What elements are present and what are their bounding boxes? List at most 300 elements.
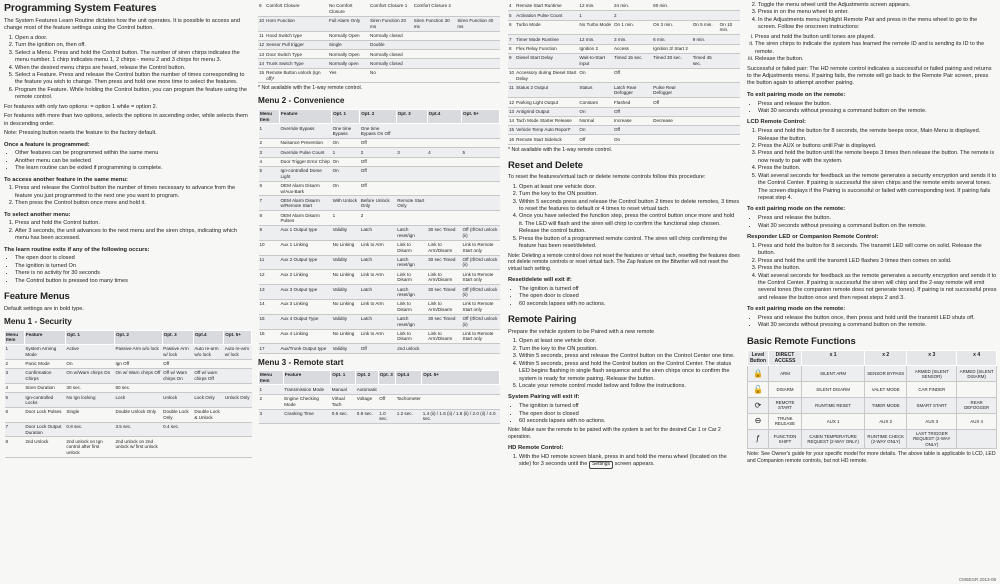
column-2 xyxy=(258,2,500,582)
table-cell: Auto re-arm w/o lock xyxy=(193,344,223,359)
table-row xyxy=(259,409,500,424)
table-header-cell: Opt. 3 xyxy=(396,110,427,124)
table-cell: 5 xyxy=(462,148,500,157)
hd-substeps xyxy=(747,34,997,64)
table-cell xyxy=(162,383,193,392)
table-cell xyxy=(413,68,457,83)
table-cell: Latch xyxy=(360,255,396,270)
table-cell xyxy=(427,157,461,166)
table-cell xyxy=(719,68,740,83)
table-row xyxy=(508,35,740,44)
table-cell: Aux 3 Output type xyxy=(279,285,331,300)
table-cell: Remote Start Only xyxy=(396,196,427,211)
table-cell: On xyxy=(613,135,652,144)
table-cell: Off xyxy=(162,359,193,368)
table-cell: 2 xyxy=(360,148,396,157)
list-item: 2. Turn the key to the ON position. xyxy=(519,346,740,353)
table-cell: 13 xyxy=(259,285,280,300)
table-cell: Passive Arm w/o lock xyxy=(114,344,162,359)
table-cell: Siren Function 40 ms xyxy=(456,16,500,31)
table-cell: Override Pulse Count xyxy=(279,148,331,157)
table-row xyxy=(508,53,740,68)
table-cell: Yes xyxy=(328,68,369,83)
table-cell: On 5 min. xyxy=(692,20,719,35)
table-cell: 9 xyxy=(258,2,265,16)
table-cell: Off xyxy=(578,135,613,144)
table-cell xyxy=(193,383,223,392)
column-4 xyxy=(747,2,997,582)
list-item: • There is no activity for 30 seconds xyxy=(15,270,252,277)
table-cell xyxy=(719,135,740,144)
table-cell xyxy=(413,31,457,40)
table-cell: Virtual Tach xyxy=(331,394,356,409)
table-cell: 0.8 sec. xyxy=(356,409,378,424)
once-programmed-heading: Once a feature is programmed: xyxy=(4,141,90,148)
table-cell xyxy=(396,211,427,226)
table-header-cell: Opt. 1 xyxy=(332,110,360,124)
table-row xyxy=(508,83,740,98)
table-cell: 12 xyxy=(259,270,280,285)
pairing-exit-list xyxy=(508,403,740,425)
table-cell: AUX 1 xyxy=(801,413,864,429)
table-cell: 17 xyxy=(259,344,280,353)
table-cell: 30 sec Timed xyxy=(427,226,461,241)
table-cell: Access xyxy=(613,44,652,53)
table-cell: Comfort Closure xyxy=(265,2,328,16)
pairing-exit-heading: System Pairing will exit if: xyxy=(508,394,580,401)
table-cell: Off (If/Ord unlock (ii) xyxy=(462,255,500,270)
table-cell xyxy=(462,166,500,181)
table-row xyxy=(259,299,500,314)
table-cell: 12 xyxy=(258,40,265,49)
table-cell xyxy=(692,83,719,98)
list-item: 2. After 3 seconds, the unit advances to the next menu and the siren chirps, indicating which menu has been accessed. xyxy=(15,228,252,243)
list-item: • Other features can be programmed within the same menu xyxy=(15,150,252,157)
table-cell: Manual xyxy=(331,385,356,394)
table-cell: 12 xyxy=(508,98,515,107)
table-row xyxy=(259,226,500,241)
table-cell: Flex Relay Function xyxy=(515,44,578,53)
document-code: CM5EGR 2013-08 xyxy=(958,577,996,582)
table-cell: Door Lock Pulses xyxy=(24,407,65,422)
table-row xyxy=(508,11,740,20)
table-cell xyxy=(427,196,461,211)
table-cell: Parking Light Output xyxy=(515,98,578,107)
table-cell xyxy=(396,157,427,166)
table-cell: 6 min. xyxy=(652,35,692,44)
table-cell: Siren Function 20 ms xyxy=(369,16,413,31)
table-cell: Remote Start Runtime xyxy=(515,2,578,11)
table-cell: No Turbo Mode xyxy=(578,20,613,35)
list-item: 5. Select a Feature. Press and release the Control button the number of times corresponding to the feature you wish to change. Then press and hold one more time to select the features. xyxy=(15,72,252,87)
table-cell: 13 xyxy=(508,107,515,116)
reset-exit-list xyxy=(508,286,740,308)
table-header-cell: Opt. 5+ xyxy=(224,330,252,344)
menu2-title: Menu 2 - Convenience xyxy=(258,96,345,106)
table-cell xyxy=(396,124,427,139)
table-cell: Aux 2 Linking xyxy=(279,270,331,285)
table-header-cell: Opt. 3 xyxy=(378,371,396,385)
two-options-text: For features with only two options: = option 1 while = option 2. xyxy=(4,103,158,110)
table-row xyxy=(259,166,500,181)
exit-pair2-heading: To exit pairing mode on the remote: xyxy=(747,206,846,213)
lcd-steps xyxy=(747,128,997,202)
table-header-cell: Level Button xyxy=(748,351,769,366)
table-cell: 30 sec. xyxy=(65,383,114,392)
table-cell: Increase xyxy=(613,116,652,125)
pairing-note: Note: Make sure the remote to be paired with the system is set for the desired Car 1 or Car 2 operation. xyxy=(508,427,721,441)
table-cell: Timed 30 sec. xyxy=(652,53,692,68)
table-cell: 9 xyxy=(508,53,515,68)
table-cell: Active xyxy=(65,344,114,359)
table-cell: Link to Disarm xyxy=(396,299,427,314)
table-cell: Link to Disarm xyxy=(396,240,427,255)
table-row xyxy=(258,16,500,31)
table-row xyxy=(259,255,500,270)
table-cell: 4 xyxy=(427,148,461,157)
table-cell: 14 xyxy=(259,299,280,314)
feature-menus-subtitle: Default settings are in bold type. xyxy=(4,305,84,312)
table-cell: 6 xyxy=(508,20,515,35)
table-cell: 3 xyxy=(259,409,284,424)
table-cell: Sensor Pull trigger xyxy=(265,40,328,49)
table-cell: ARMED (SILENT SENSOR) xyxy=(907,366,957,382)
table-cell: 9 min. xyxy=(692,35,719,44)
table-cell xyxy=(224,437,252,457)
table-cell: 10 xyxy=(259,240,280,255)
table-cell: 12 min. xyxy=(578,2,613,11)
table-cell xyxy=(193,359,223,368)
table-cell xyxy=(427,181,461,196)
table-header-cell: x 3 xyxy=(907,351,957,366)
list-item: 3. Within 5 seconds press and release the Control button 2 times to delete remotes, 3 times to reset the features to default or 4 times to reset virtual tach. xyxy=(519,199,740,214)
table-cell: Off xyxy=(360,344,396,353)
list-item: • The open door is closed xyxy=(519,293,740,300)
table-header-cell: Opt. 1 xyxy=(65,330,114,344)
table-header-cell: x 2 xyxy=(865,351,907,366)
table-cell: 6 xyxy=(5,407,25,422)
table-cell: Ign-controlled Dome Light xyxy=(279,166,331,181)
reset-title: Reset and Delete xyxy=(508,159,583,171)
table-cell: Tachometer xyxy=(396,394,422,409)
list-item: • Wait 30 seconds without pressing a command button on the remote. xyxy=(758,108,997,115)
reset-default-note: Note: Pressing button resets the feature to the factory default. xyxy=(4,130,157,137)
table-cell: VALET MODE xyxy=(865,382,907,398)
table-row xyxy=(508,68,740,83)
table-cell: Double Lock Only xyxy=(162,407,193,422)
table-header-cell: Opt.4 xyxy=(193,330,223,344)
table-cell: Siren Duration xyxy=(24,383,65,392)
table-cell: RUNTIME CHECK (2-WAY ONLY) xyxy=(865,429,907,449)
table-cell: 10 xyxy=(508,68,515,83)
table-cell: Horn Function xyxy=(265,16,328,31)
table-cell: 60 sec. xyxy=(114,383,162,392)
list-item: • 60 seconds lapses with no actions. xyxy=(519,418,740,425)
exit-pair3-heading: To exit pairing mode on the remote: xyxy=(747,306,846,313)
table-cell: On xyxy=(332,166,360,181)
table-cell xyxy=(462,139,500,148)
table-cell xyxy=(692,107,719,116)
table-cell: DISARM xyxy=(769,382,802,398)
table-cell: CAR FINDER xyxy=(907,382,957,398)
table-cell: FUNCTION SHIFT xyxy=(769,429,802,449)
table-cell: Off xyxy=(652,98,692,107)
list-item: • Press and release the button. xyxy=(758,215,997,222)
table-cell: Link to Arm xyxy=(360,299,396,314)
reset-steps xyxy=(508,184,740,251)
table-row xyxy=(258,2,500,16)
table-cell: 7 xyxy=(508,35,515,44)
table-cell: Off xyxy=(613,107,652,116)
list-item: 4. Within 5 seconds, press and hold the Control button on the Control Center. The status LED begins flashing in single flash sequence and the siren chirps once to confirm the system is ready for remote pairing. Release the button. xyxy=(519,361,740,383)
table-cell: Comfort Closure 1 xyxy=(369,2,413,16)
table-cell xyxy=(224,407,252,422)
table-cell xyxy=(719,53,740,68)
table-cell xyxy=(692,98,719,107)
table-cell: 8 xyxy=(259,211,280,226)
table-cell: Double Unlock Only xyxy=(114,407,162,422)
table-cell xyxy=(719,98,740,107)
hd-remote-first-step xyxy=(508,454,740,469)
table-cell xyxy=(427,139,461,148)
table-cell: 1 xyxy=(332,211,360,226)
table-cell: Siren Function 30 ms xyxy=(413,16,457,31)
exit-pair-heading: To exit pairing mode on the remote: xyxy=(747,91,846,98)
table-header-cell: Feature xyxy=(279,110,331,124)
table-cell: Off xyxy=(360,166,396,181)
list-item: • The ignition is turned off xyxy=(519,286,740,293)
table-cell: Normally closed xyxy=(369,59,413,68)
table-cell xyxy=(224,369,252,384)
table-cell: Link to Arm xyxy=(360,240,396,255)
table-cell: Hood Switch type xyxy=(265,31,328,40)
table-cell: No Comfort Closure xyxy=(328,2,369,16)
table-row xyxy=(259,329,500,344)
list-item: • Another menu can be selected xyxy=(15,158,252,165)
list-item: i. Press and hold the button until tones are played. xyxy=(755,34,997,41)
table-cell: 3 xyxy=(396,148,427,157)
list-item: 4. Wait several seconds for feedback as the remote generates a security encryption and sends it to the Control Center. If pairing is successful the siren will chirp and the 2-way remote will emit several tones (the companion remote does not generate tones). If pairing is not successful press and release the button once and then repeat steps 2 and 3. xyxy=(758,273,997,303)
menu3-footnote: * Not available with the 1-way remote control. xyxy=(508,146,613,153)
table-header-row xyxy=(259,110,500,124)
table-cell: Aux 1 Linking xyxy=(279,240,331,255)
table-cell xyxy=(378,385,396,394)
table-cell: 3 xyxy=(5,369,25,384)
table-row xyxy=(748,398,997,414)
table-cell xyxy=(692,11,719,20)
list-item: 1. Press and hold the button for 8 seconds, the remote beeps once, Main Menu is displayed. Release the button. xyxy=(758,128,997,143)
table-cell: 15 xyxy=(508,126,515,135)
table-cell: TIMER MODE xyxy=(865,398,907,414)
menu3-title: Menu 3 - Remote start xyxy=(258,357,344,367)
table-row xyxy=(5,407,252,422)
table-cell xyxy=(462,157,500,166)
table-cell xyxy=(427,211,461,226)
table-cell: 4 xyxy=(259,157,280,166)
feature-menus-title: Feature Menus xyxy=(4,291,70,303)
table-cell xyxy=(224,383,252,392)
table-cell: 2 xyxy=(259,394,284,409)
table-cell xyxy=(456,59,500,68)
table-cell xyxy=(719,107,740,116)
table-cell xyxy=(396,181,427,196)
list-item: 1. Open at least one vehicle door. xyxy=(519,184,740,191)
table-cell: Link to Disarm xyxy=(396,270,427,285)
table-row xyxy=(748,366,997,382)
table-cell: Trunk Switch Type xyxy=(265,59,328,68)
table-cell xyxy=(427,124,461,139)
table-cell: 30 sec Timed xyxy=(427,255,461,270)
table-header-cell: Menu Item xyxy=(259,110,280,124)
table-cell: 2 xyxy=(613,11,652,20)
table-row xyxy=(508,116,740,125)
table-cell: Timed 45 sec. xyxy=(692,53,719,68)
table-row xyxy=(258,31,500,40)
table-cell: Timer Mode Runtime xyxy=(515,35,578,44)
table-cell: Cranking Time xyxy=(283,409,331,424)
table-cell: Aux 4 Linking xyxy=(279,329,331,344)
table-row xyxy=(259,344,500,353)
table-header-cell: Opt. 2 xyxy=(114,330,162,344)
table-cell: Latch reset/ign xyxy=(396,285,427,300)
table-cell: Validity xyxy=(332,255,360,270)
list-item: 5. Locate your remote control model below and follow the instructions. xyxy=(519,383,740,390)
more-options-text: For features with more than two options, selects the options in ascending order, while selects them in descending order. xyxy=(4,113,248,127)
table-cell: Passive Arm w/ lock xyxy=(162,344,193,359)
table-cell xyxy=(652,68,692,83)
table-cell xyxy=(224,359,252,368)
table-header-row xyxy=(5,330,252,344)
list-item: iii. Release the button. xyxy=(755,56,997,63)
table-cell: Link to Remote Start only xyxy=(462,270,500,285)
table-cell: 5 xyxy=(5,393,25,408)
list-item: 1. Press and release the Control button the number of times necessary to advance from the feature you just programmed to the next one you want to program. xyxy=(15,185,252,200)
table-cell: Off xyxy=(360,157,396,166)
list-item: 1. Press and hold the Control button. xyxy=(15,220,252,227)
table-cell xyxy=(193,422,223,437)
table-cell: Comfort Closure 2 xyxy=(413,2,457,16)
table-cell: Validity xyxy=(332,285,360,300)
table-cell: Validity xyxy=(332,344,360,353)
list-item: 1. Open at least one vehicle door. xyxy=(519,338,740,345)
table-cell: Wait-to-Start input xyxy=(578,53,613,68)
table-row xyxy=(259,314,500,329)
table-header-cell: x 1 xyxy=(801,351,864,366)
table-cell: Transmission Mode xyxy=(283,385,331,394)
table-cell xyxy=(692,2,719,11)
table-cell: Normally open xyxy=(328,59,369,68)
table-cell xyxy=(652,135,692,144)
table-row xyxy=(259,240,500,255)
table-cell: Latch xyxy=(360,314,396,329)
table-row xyxy=(508,20,740,35)
list-item: 3. Within 5 seconds, press and release the Control button on the Control Center one time. xyxy=(519,353,740,360)
table-cell: CABIN TEMPERATURE REQUEST (2-WAY ONLY) xyxy=(801,429,864,449)
table-cell: With Unlock xyxy=(332,196,360,211)
table-cell: On xyxy=(578,107,613,116)
table-cell: Constant xyxy=(578,98,613,107)
list-item: • Press and release the button. xyxy=(758,101,997,108)
table-row xyxy=(508,2,740,11)
table-cell: Door Switch Type xyxy=(265,50,328,59)
table-cell xyxy=(462,211,500,226)
table-cell: On xyxy=(65,359,114,368)
table-cell: TRUNK RELEASE xyxy=(769,413,802,429)
table-cell: Ignition 2 xyxy=(578,44,613,53)
table-cell: Unlock xyxy=(162,393,193,408)
table-cell: 15 xyxy=(259,314,280,329)
table-cell: ARM xyxy=(769,366,802,382)
table-cell xyxy=(652,126,692,135)
table-row xyxy=(259,385,500,394)
table-cell: Door Trigger Error Chirp xyxy=(279,157,331,166)
table-cell: 7 xyxy=(259,196,280,211)
pairing-title: Remote Pairing xyxy=(508,314,577,326)
table-cell: Auto re-arm w/ lock xyxy=(224,344,252,359)
table-cell: 2nd Unlock xyxy=(24,437,65,457)
list-item: • The ignition is turned off xyxy=(519,403,740,410)
hd-steps-continued xyxy=(747,2,997,32)
pairing-intro: Prepare the vehicle system to be Paired with a new remote xyxy=(508,328,655,335)
table-row xyxy=(259,270,500,285)
settings-tag: Settings xyxy=(589,461,613,469)
table-cell xyxy=(422,394,500,409)
table-cell: Validity xyxy=(332,226,360,241)
table-cell: Off (If/Ord unlock (ii) xyxy=(462,226,500,241)
table-cell: Link to Remote Start only xyxy=(462,240,500,255)
table-cell: Tach Mode Starter Release xyxy=(515,116,578,125)
table-cell: 12 min. xyxy=(578,35,613,44)
column-3 xyxy=(508,2,740,582)
table-cell: Link to Remote Start only xyxy=(462,329,500,344)
table-cell: 11 xyxy=(508,83,515,98)
list-item: • Wait 30 seconds without pressing a command button on the remote. xyxy=(758,322,997,329)
table-cell: 2nd unlock xyxy=(396,344,427,353)
table-cell: 2nd unlock on Ign control after first unlock xyxy=(65,437,114,457)
table-cell: 0.6 sec. xyxy=(331,409,356,424)
table-cell: RUNTIME RESET xyxy=(801,398,864,414)
table-cell: Normally closed xyxy=(369,31,413,40)
table-cell: 13 xyxy=(258,50,265,59)
table-cell: No Linking xyxy=(332,299,360,314)
table-header-cell: Opt.4 xyxy=(396,371,422,385)
table-cell: Aux/Trunk Output type xyxy=(279,344,331,353)
table-cell: 1 xyxy=(259,124,280,139)
table-cell xyxy=(427,344,461,353)
table-cell: Vehicle Temp Auto Report* xyxy=(515,126,578,135)
table-cell xyxy=(692,68,719,83)
table-cell: SENSOR BYPASS xyxy=(865,366,907,382)
list-item: 5. Wait several seconds for feedback as the remote generates a security encryption and sends it to the Control Center. If pairing is successful the siren chirps and the remote emits several tones. The screen displays if the Pairing is successful or failed with corresponding text. If pairing fails repeat step 4. xyxy=(758,173,997,203)
table-cell: 15 xyxy=(258,68,265,83)
table-row xyxy=(5,437,252,457)
table-row xyxy=(748,382,997,398)
menu1-title: Menu 1 - Security xyxy=(4,317,72,327)
table-cell: AUX 3 xyxy=(907,413,957,429)
table-cell: 1.2 sec. xyxy=(396,409,422,424)
table-cell: Full Alarm Only xyxy=(328,16,369,31)
list-item: 5. Press the button of a programmed remote control. The siren will chirp confirming the feature has been reset/deleted. xyxy=(519,236,740,251)
table-header-row xyxy=(748,351,997,366)
table-cell: Link to Arm/Disarm xyxy=(427,299,461,314)
list-item: 4. Once you have selected the function step, press the control button once more and hold it. The LED will flash and the siren will chirp to confirm the functional step chosen. Release the control button. xyxy=(519,213,740,235)
table-cell: On w/ Warn chirps Off xyxy=(114,369,162,384)
responder-steps xyxy=(747,243,997,303)
table-cell: Aux 4 Output Type xyxy=(279,314,331,329)
table-cell: 2 xyxy=(259,139,280,148)
table-header-cell: Opt. 5+ xyxy=(422,371,500,385)
table-cell: REMOTE START xyxy=(769,398,802,414)
